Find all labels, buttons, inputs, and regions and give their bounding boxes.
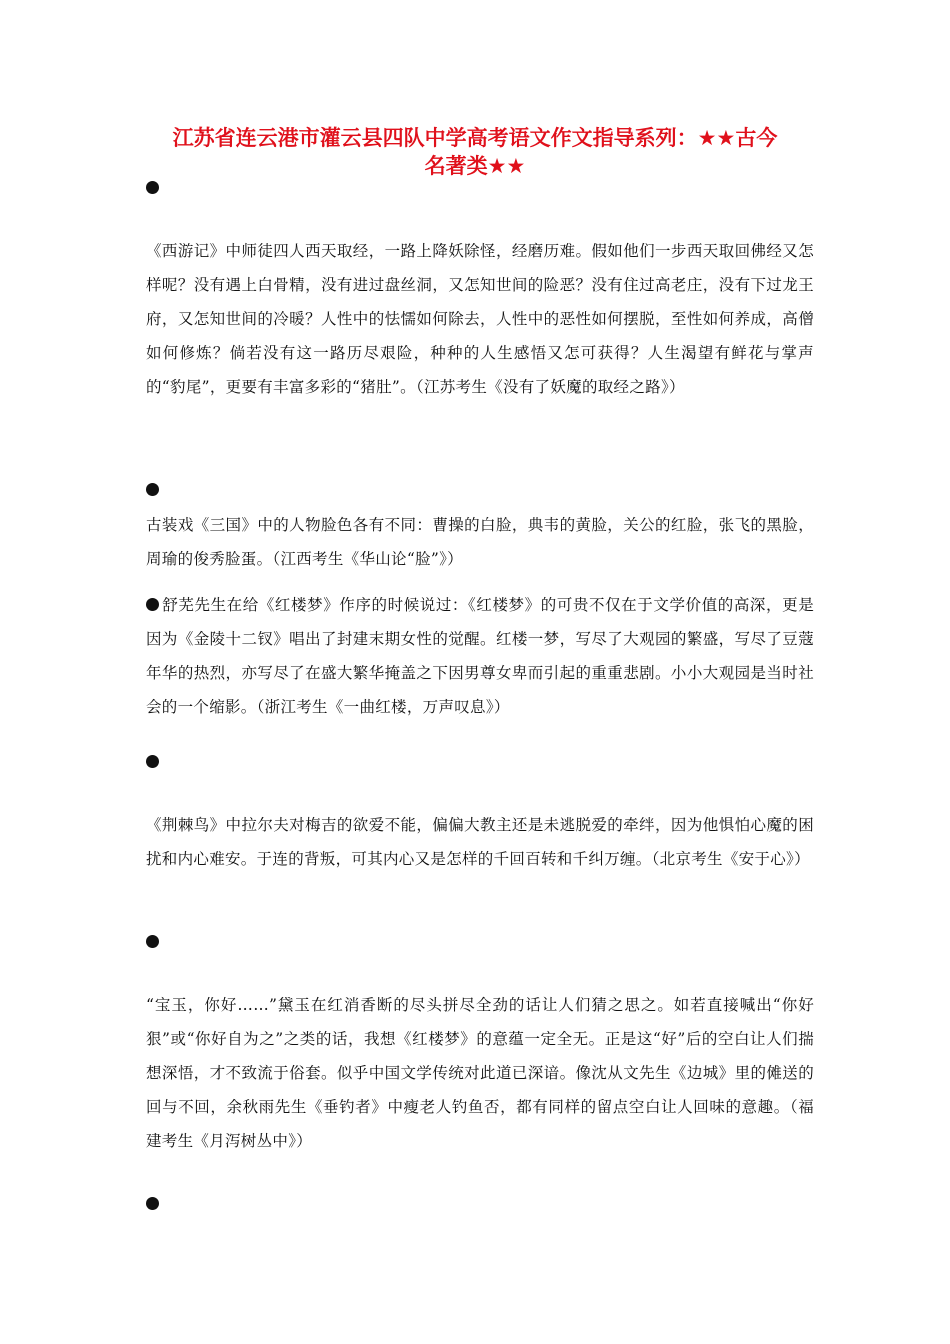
- document-title-line1: 江苏省连云港市灌云县四队中学高考语文作文指导系列：★★古今: [172, 126, 778, 150]
- bullet-marker: [146, 598, 159, 611]
- bullet-marker: [146, 1197, 159, 1210]
- bullet-marker: [146, 483, 159, 496]
- bullet-marker: [146, 181, 159, 194]
- paragraph-three-kingdoms: 古装戏《三国》中的人物脸色各有不同：曹操的白脸，典韦的黄脸，关公的红脸，张飞的黑脸，周瑜的俊秀脸蛋。（江西考生《华山论“脸”》）: [146, 516, 814, 568]
- document-title-line2: 名著类★★: [424, 154, 526, 178]
- paragraph-red-chamber: [146, 588, 814, 724]
- paragraph-thorn-birds: 《荆棘鸟》中拉尔夫对梅吉的欲爱不能，偏偏大教主还是未逃脱爱的牵绊，因为他惧怕心魔的困扰和内心难安。于连的背叛，可其内心又是怎样的千回百转和千纠万缠。（北京考生《安于心》）: [146, 816, 814, 868]
- bullet-marker: [146, 755, 159, 768]
- paragraph-blank-space: “宝玉，你好……”黛玉在红消香断的尽头拼尽全劲的话让人们猜之思之。如若直接喊出“你好狠”或“你好自为之”之类的话，我想《红楼梦》的意蕴一定全无。正是这“好”后的空白让人们揣想深悟，才不致流于俗套。似乎中国文学传统对此道已深谙。像沈从文先生《边城》里的傩送的回与不回，余秋雨先生《垂钓者》中瘦老人钓鱼否，都有同样的留点空白让人回味的意趣。（福建考生《月泻树丛中》）: [146, 996, 814, 1150]
- paragraph-red-chamber-text: 舒芜先生在给《红楼梦》作序的时候说过：《红楼梦》的可贵不仅在于文学价值的高深，更是因为《金陵十二钗》唱出了封建末期女性的觉醒。红楼一梦，写尽了大观园的繁盛，写尽了豆蔻年华的热烈，亦写尽了在盛大繁华掩盖之下因男尊女卑而引起的重重悲剧。小小大观园是当时社会的一个缩影。（浙江考生《一曲红楼，万声叹息》）: [146, 596, 814, 716]
- bullet-marker: [146, 935, 159, 948]
- paragraph-journey-west: 《西游记》中师徒四人西天取经，一路上降妖除怪，经磨历难。假如他们一步西天取回佛经又怎样呢？没有遇上白骨精，没有进过盘丝洞，又怎知世间的险恶？没有住过高老庄，没有下过龙王府，又怎知世间的冷暖？人性中的怯懦如何除去，人性中的恶性如何摆脱，至性如何养成，高僧如何修炼？倘若没有这一路历尽艰险，种种的人生感悟又怎可获得？人生渴望有鲜花与掌声的“豹尾”，更要有丰富多彩的“猪肚”。（江苏考生《没有了妖魔的取经之路》）: [146, 242, 814, 396]
